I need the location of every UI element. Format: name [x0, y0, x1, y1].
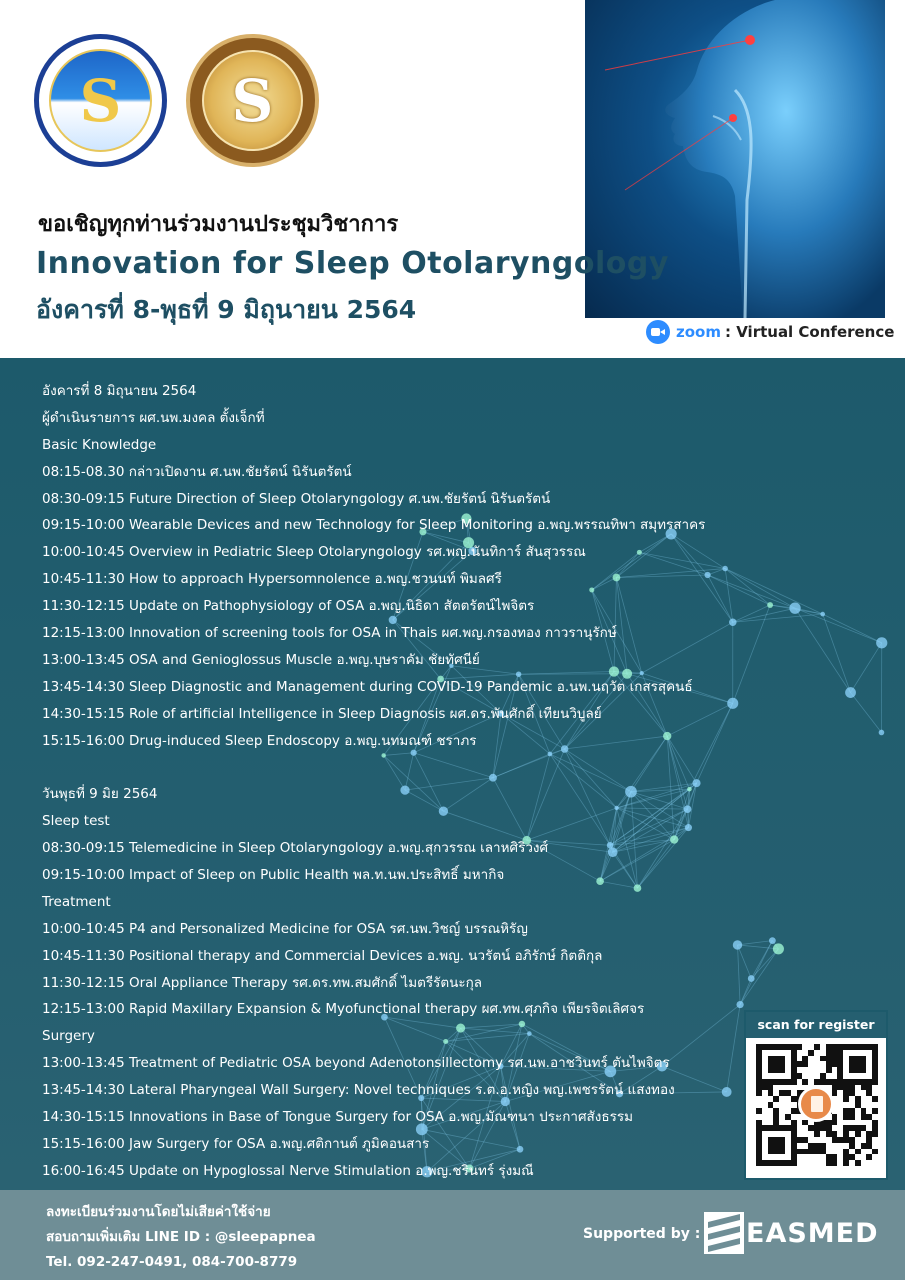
agenda-line: 15:15-16:00 Jaw Surgery for OSA อ.พญ.ศติกานต์ ภูมิคอนสาร: [42, 1135, 430, 1152]
agenda-line: Sleep test: [42, 813, 110, 830]
agenda-line: 14:30-15:15 Role of artificial Intelligence in Sleep Diagnosis ผศ.ดร.พันศักดิ์ เทียนวิบูลย์: [42, 705, 602, 722]
agenda-line: 10:45-11:30 How to approach Hypersomnolence อ.พญ.ชวนนท์ พิมลศรี: [42, 571, 502, 588]
supported-by-label: Supported by :: [583, 1226, 701, 1242]
agenda-line: 09:15-10:00 Impact of Sleep on Public Health พล.ท.นพ.ประสิทธิ์ มหากิจ: [42, 867, 505, 884]
agenda-line: 16:00-16:45 Update on Hypoglossal Nerve Stimulation อ.พญ.ชรินทร์ รุ่งมณี: [42, 1162, 534, 1179]
agenda-line: อังคารที่ 8 มิถุนายน 2564: [42, 383, 197, 399]
agenda-line: Basic Knowledge: [42, 436, 157, 453]
logo-glyph: S: [79, 66, 122, 135]
contact-info: [46, 1200, 316, 1275]
agenda-line: 12:15-13:00 Innovation of screening tools for OSA in Thais ผศ.พญ.กรองทอง กาวรานุรักษ์: [42, 625, 617, 642]
agenda-line: 09:15-10:00 Wearable Devices and new Technology for Sleep Monitoring อ.พญ.พรรณทิพา สมุทรสาคร: [42, 517, 706, 534]
zoom-virtual-conference: [646, 320, 894, 344]
agenda-line: 10:45-11:30 Positional therapy and Commercial Devices อ.พญ. นวรัตน์ อภิรักษ์ กิตติกุล: [42, 947, 603, 964]
agenda-line: 12:15-13:00 Rapid Maxillary Expansion & Myofunctional therapy ผศ.ทพ.ศุภกิจ เพียรจิตเลิศจร: [42, 1001, 645, 1018]
line-id-line: สอบถามเพิ่มเติม LINE ID : @sleepapnea: [46, 1229, 316, 1245]
agenda-line: 14:30-15:15 Innovations in Base of Tongue Surgery for OSA อ.พญ.มัณฑนา ประกาศสังธรรม: [42, 1109, 633, 1126]
easmed-logo-icon: [704, 1212, 744, 1254]
agenda-line: 11:30-12:15 Oral Appliance Therapy รศ.ดร.ทพ.สมศักดิ์ ไมตรีรัตนะกุล: [42, 974, 483, 991]
agenda-line: วันพุธที่ 9 มิย 2564: [42, 786, 158, 803]
free-registration-line: ลงทะเบียนร่วมงานโดยไม่เสียค่าใช้จ่าย: [46, 1204, 271, 1220]
telephone-line: Tel. 092-247-0491, 084-700-8779: [46, 1254, 298, 1270]
sponsor-name: EASMED: [746, 1218, 879, 1249]
document-icon: [798, 1086, 834, 1122]
agenda-line: 10:00-10:45 Overview in Pediatric Sleep Otolaryngology รศ.พญ.นันทิการ์ สันสุวรรณ: [42, 544, 586, 561]
agenda-line: 13:45-14:30 Lateral Pharyngeal Wall Surgery: Novel techniques ร.ต.อ.หญิง พญ.เพชรรัตน์ แสงทอง: [42, 1082, 675, 1099]
sleep-apnea-association-logo: [34, 34, 167, 167]
agenda-panel: [0, 358, 905, 1190]
zoom-wordmark: zoom: [676, 323, 721, 341]
agenda-line: Surgery: [42, 1028, 95, 1045]
agenda-line: 13:00-13:45 Treatment of Pediatric OSA beyond Adenotonsillectomy รศ.นพ.อาชวินทร์ ตันไพจิตร: [42, 1055, 670, 1072]
poster-header: [0, 0, 905, 358]
register-qr-card[interactable]: [744, 1010, 888, 1180]
agenda-spacer: [42, 754, 872, 781]
zoom-camera-icon: [646, 320, 670, 344]
agenda-line: ผู้ดำเนินรายการ ผศ.นพ.มงคล ตั้งเจ็กที่: [42, 409, 265, 426]
conference-title: Innovation for Sleep Otolaryngology: [36, 246, 669, 281]
poster-footer: [0, 1190, 905, 1280]
agenda-line: 08:30-09:15 Telemedicine in Sleep Otolaryngology อ.พญ.สุกวรรณ เลาหศิริวงศ์: [42, 840, 549, 857]
logo-glyph: S: [231, 66, 274, 135]
agenda-line: 08:30-09:15 Future Direction of Sleep Otolaryngology ศ.นพ.ชัยรัตน์ นิรันตรัตน์: [42, 490, 551, 507]
agenda-line: Treatment: [42, 893, 111, 910]
virtual-conference-label: : Virtual Conference: [724, 323, 895, 341]
conference-date: อังคารที่ 8-พุธที่ 9 มิถุนายน 2564: [36, 295, 417, 324]
agenda-line: 10:00-10:45 P4 and Personalized Medicine for OSA รศ.นพ.วิชญ์ บรรณหิรัญ: [42, 920, 528, 937]
invite-line: ขอเชิญทุกท่านร่วมงานประชุมวิชาการ: [38, 212, 399, 237]
agenda-line: 15:15-16:00 Drug-induced Sleep Endoscopy อ.พญ.นทมณฑ์ ชราภร: [42, 732, 477, 749]
snoring-sleep-disorders-foundation-logo: [186, 34, 319, 167]
agenda-line: 13:45-14:30 Sleep Diagnostic and Management during COVID-19 Pandemic อ.นพ.นฤวัต เกสรสุคนธ์: [42, 678, 693, 695]
qr-label: scan for register: [746, 1012, 886, 1038]
agenda-line: 13:00-13:45 OSA and Genioglossus Muscle อ.พญ.บุษราคัม ชัยทัศนีย์: [42, 651, 480, 668]
agenda-line: 08:15-08.30 กล่าวเปิดงาน ศ.นพ.ชัยรัตน์ นิรันตรัตน์: [42, 463, 352, 480]
agenda-line: 11:30-12:15 Update on Pathophysiology of OSA อ.พญ.นิธิดา สัตตรัตน์ไพจิตร: [42, 598, 535, 615]
